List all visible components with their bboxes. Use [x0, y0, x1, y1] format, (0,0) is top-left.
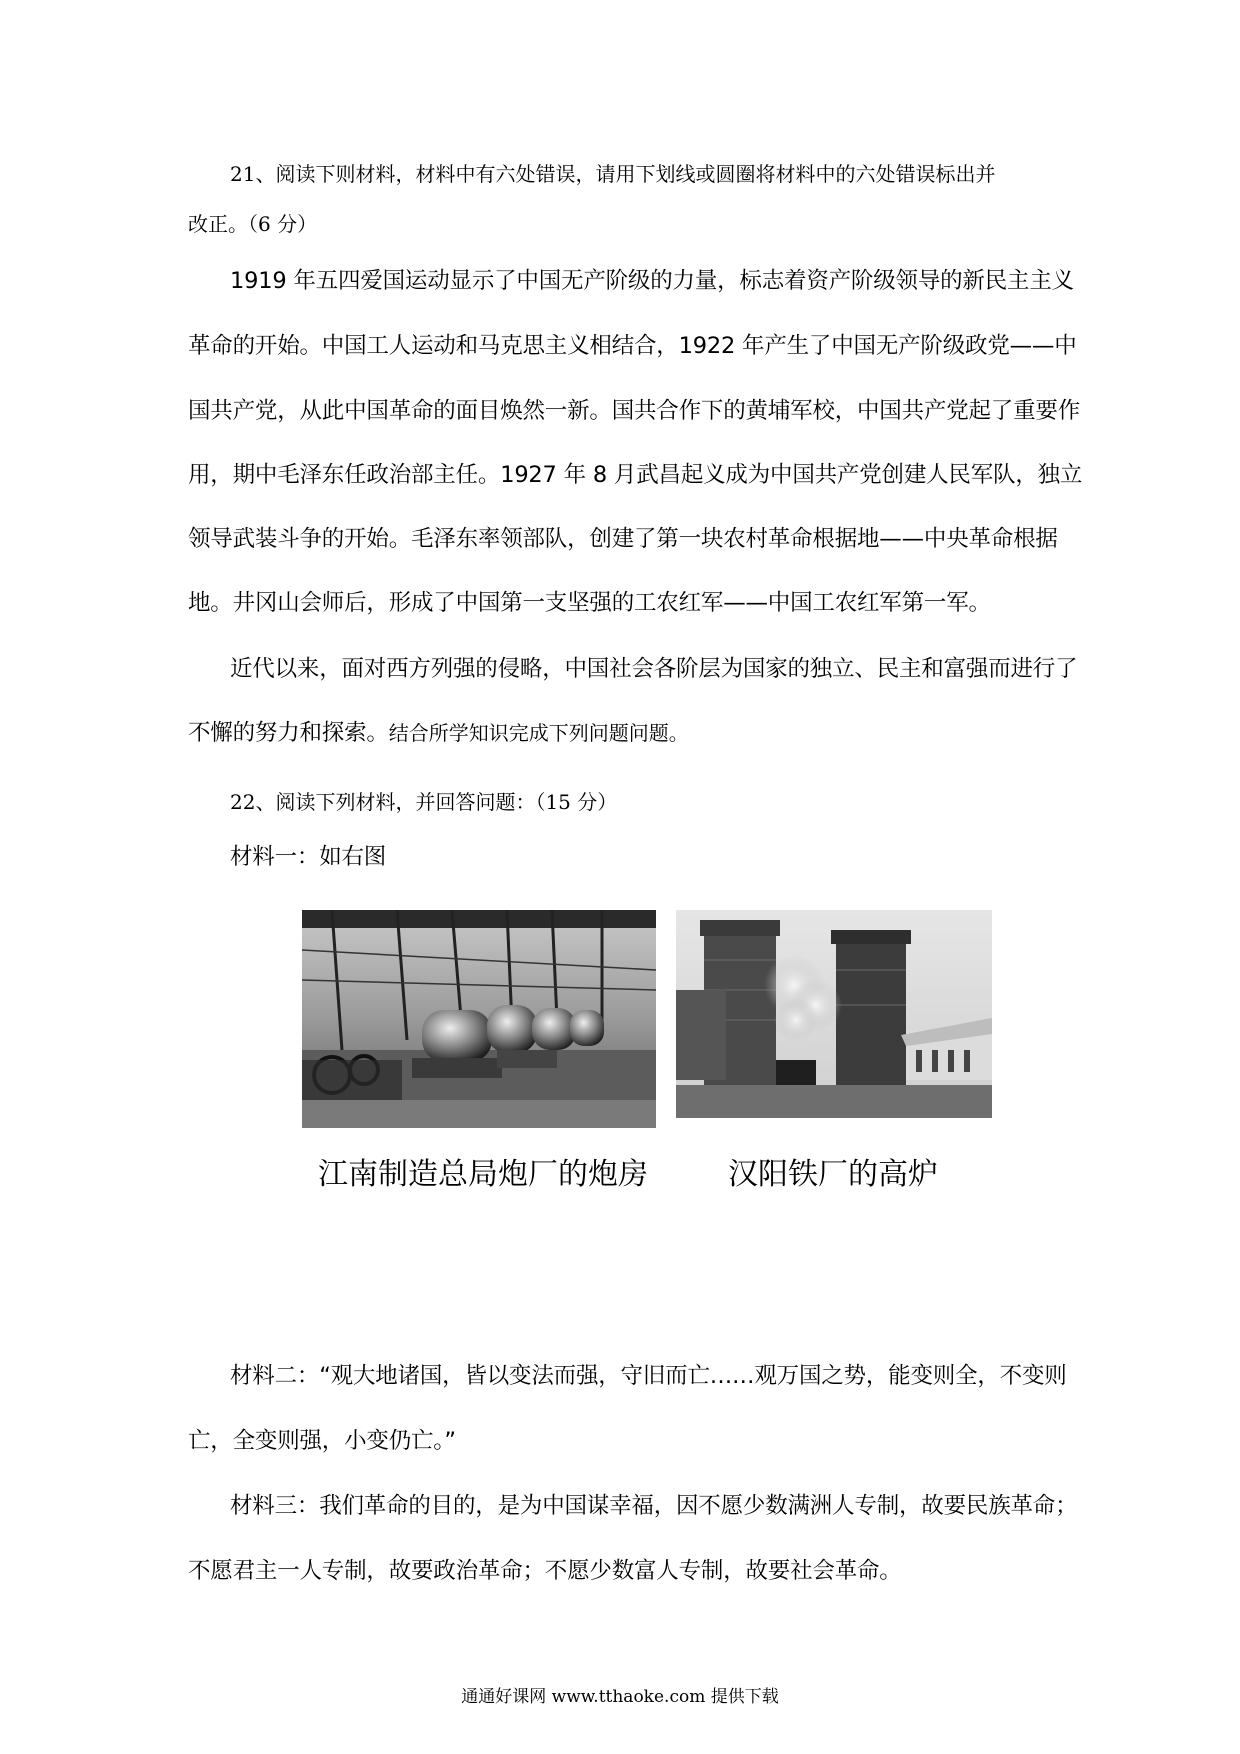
intro-line-2-part-a: 不懈的努力和探索。: [188, 720, 389, 746]
hanyang-blast-furnace-photo: [676, 910, 992, 1118]
material-3-line-2: 不愿君主一人专制，故要政治革命；不愿少数富人专制，故要社会革命。: [188, 1558, 902, 1584]
q21-line-2: 改正。（6 分）: [188, 212, 318, 236]
arsenal-gun-shop-illustration: [302, 910, 656, 1128]
q21-paragraph-line-2: 革命的开始。中国工人运动和马克思主义相结合，1922 年产生了中国无产阶级政党——中: [188, 333, 1077, 359]
intro-line-1: 近代以来，面对西方列强的侵略，中国社会各阶层为国家的独立、民主和富强而进行了: [230, 656, 1078, 682]
q21-paragraph-line-1: 1919 年五四爱国运动显示了中国无产阶级的力量，标志着资产阶级领导的新民主主义: [230, 268, 1074, 294]
q21-paragraph-line-3: 国共产党，从此中国革命的面目焕然一新。国共合作下的黄埔军校，中国共产党起了重要作: [188, 398, 1081, 424]
photo-1-caption: 江南制造总局炮厂的炮房: [318, 1157, 648, 1192]
material-2-line-1: 材料二：“观大地诸国，皆以变法而强，守旧而亡……观万国之势，能变则全，不变则: [230, 1363, 1067, 1389]
arsenal-gun-shop-photo: [302, 910, 656, 1128]
footer-credit: 通通好课网 www.tthaoke.com 提供下载: [461, 1687, 779, 1707]
intro-line-2: [188, 722, 1068, 745]
material-1-label: 材料一：如右图: [230, 844, 387, 870]
intro-line-2-part-b: 结合所学知识完成下列问题问题。: [388, 721, 689, 745]
material-3-line-1: 材料三：我们革命的目的，是为中国谋幸福，因不愿少数满洲人专制，故要民族革命；: [230, 1493, 1078, 1519]
q21-paragraph-line-5: 领导武装斗争的开始。毛泽东率领部队，创建了第一块农村革命根据地——中央革命根据: [188, 526, 1058, 552]
q21-paragraph-line-4: 用，期中毛泽东任政治部主任。1927 年 8 月武昌起义成为中国共产党创建人民军队，独立: [188, 462, 1083, 488]
q22-title: 22、阅读下列材料，并回答问题：（15 分）: [230, 790, 618, 814]
material-2-line-2: 亡，全变则强，小变仍亡。”: [188, 1428, 456, 1454]
q21-line-1: 21、阅读下则材料，材料中有六处错误，请用下划线或圆圈将材料中的六处错误标出并: [230, 162, 996, 186]
q21-paragraph-line-6: 地。井冈山会师后，形成了中国第一支坚强的工农红军——中国工农红军第一军。: [188, 590, 991, 616]
photo-2-caption: 汉阳铁厂的高炉: [728, 1157, 938, 1192]
blast-furnace-illustration: [676, 910, 992, 1118]
